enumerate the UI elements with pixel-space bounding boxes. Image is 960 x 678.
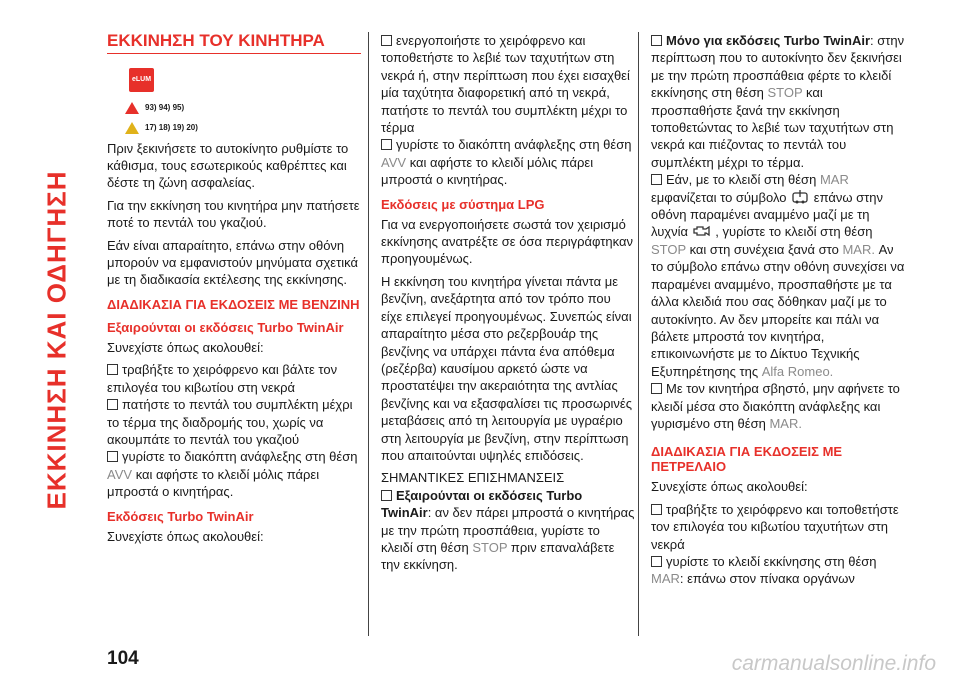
page-number: 104 — [107, 648, 139, 669]
subsection-heading: ΔΙΑΔΙΚΑΣΙΑ ΓΙΑ ΕΚΔΟΣΕΙΣ ΜΕ ΒΕΝΖΙΝΗ — [107, 296, 360, 312]
warning-refs-text: 93) 94) 95) — [145, 102, 185, 112]
side-chapter-title — [30, 30, 84, 650]
section-title: ΕΚΚΙΝΗΣΗ ΤΟΥ ΚΙΝΗΤΗΡΑ — [107, 32, 361, 54]
bullet-item: Μόνο για εκδόσεις Turbo TwinAir: στην περίπτωση που το αυτοκίνητο δεν ξεκινήσει με την πρώτη προσπάθεια φέρτε το κλειδί εκκίνησης στη θέση STOP και προσπαθήστε ξανά την εκκίνηση τοποθετώντας το λεβιέ των ταχυτήτων στη νεκρά και πιέζοντας το πεντάλ του συμπλέκτη μέχρι το τέρμα. — [651, 33, 905, 170]
subheading: Εκδόσεις με σύστημα LPG — [381, 196, 545, 212]
paragraph: Συνεχίστε όπως ακολουθεί: — [107, 528, 264, 544]
bullet-square-icon — [651, 383, 662, 394]
key-position: AVV — [381, 154, 407, 170]
bullet-square-icon — [107, 364, 118, 375]
column-divider — [638, 32, 639, 636]
car-key-warning-icon — [790, 190, 810, 204]
bullet-item: γυρίστε το διακόπτη ανάφλεξης στη θέση AVV και αφήστε το κλειδί μόλις πάρει μπροστά ο κινητήρας. — [107, 449, 358, 500]
key-position: AVV — [107, 466, 133, 482]
watermark: carmanualsonline.info — [731, 652, 936, 675]
caution-triangle-icon — [125, 122, 139, 134]
bullet-square-icon — [381, 490, 392, 501]
paragraph: Η εκκίνηση του κινητήρα γίνεται πάντα με βενζίνη, ανεξάρτητα από τον τρόπο που είχε επιλεγεί προηγουμένως. Συνεπώς είναι απαραίτητο μέσα στο ρεζερβουάρ της βενζίνης να υπάρχει πάντα ένα απόθεμα (ρεζέρβα) καυσίμου αρκετό ώστε να προστατέψει την ακεραιότητα της αντλίας βενζίνης και να εξασφαλίσει τις προσωρινές μεταβάσεις από τη λειτουργία με υγραέριο στη λειτουργία με βενζίνη, στην περίπτωση που απαιτούνται υψηλές επιδόσεις. — [381, 273, 632, 463]
bullet-item: Εξαιρούνται οι εκδόσεις Turbo TwinAir: αν δεν πάρει μπροστά ο κινητήρας με την πρώτη προσπάθεια, γυρίστε το κλειδί στη θέση STOP πριν επαναλάβετε την εκκίνηση. — [381, 487, 635, 573]
bullet-item: Με τον κινητήρα σβηστό, μην αφήνετε το κλειδί μέσα στο διακόπτη ανάφλεξης και γυρισμένο στη θέση MAR. — [651, 381, 900, 431]
bullet-square-icon — [107, 399, 118, 410]
bullet-item: ενεργοποιήστε το χειρόφρενο και τοποθετήστε το λεβιέ των ταχυτήτων στη νεκρά ή, στην περίπτωση που έχει εισαχθεί μία ταχύτητα διαφορετική από τη νεκρά, πατήστε το πεντάλ του συμπλέκτη μέχρι το τέρμα — [381, 33, 630, 136]
warning-triangle-icon — [125, 102, 139, 114]
subheading: Εξαιρούνται οι εκδόσεις Turbo TwinAir — [107, 319, 344, 335]
key-position: MAR — [819, 172, 849, 188]
paragraph: Συνεχίστε όπως ακολουθεί: — [107, 339, 264, 355]
column-divider — [368, 32, 369, 636]
paragraph: Πριν ξεκινήσετε το αυτοκίνητο ρυθμίστε το κάθισμα, τους εσωτερικούς καθρέπτες και δέστε τη ζώνη ασφαλείας. — [107, 140, 349, 191]
key-position: STOP — [767, 85, 803, 101]
note-refs-text: 17) 18) 19) 20) — [145, 123, 198, 133]
warning-refs — [125, 99, 361, 116]
paragraph: Συνεχίστε όπως ακολουθεί: — [651, 479, 808, 495]
column-1 — [107, 32, 361, 550]
bullet-item: πατήστε το πεντάλ του συμπλέκτη μέχρι το τέρμα της διαδρομής του, χωρίς να ακουμπάτε το πεντάλ του γκαζιού — [107, 397, 353, 447]
bullet-square-icon — [651, 556, 662, 567]
subsection-heading: ΔΙΑΔΙΚΑΣΙΑ ΓΙΑ ΕΚΔΟΣΕΙΣ ΜΕ ΠΕΤΡΕΛΑΙΟ — [651, 444, 843, 475]
subheading: Εκδόσεις Turbo TwinAir — [107, 508, 254, 524]
elum-badge-icon: eLUM — [129, 68, 154, 91]
bullet-item: γυρίστε το διακόπτη ανάφλεξης στη θέση AVV και αφήστε το κλειδί μόλις πάρει μπροστά ο κινητήρας. — [381, 137, 632, 188]
note-refs — [125, 119, 361, 136]
engine-warning-lamp-icon — [692, 224, 712, 238]
key-position: MAR. — [769, 415, 802, 431]
bullet-square-icon — [381, 35, 392, 46]
bullet-item: τραβήξτε το χειρόφρενο και βάλτε τον επιλογέα του κιβωτίου στη νεκρά — [107, 362, 338, 395]
bullet-item: Εάν, με το κλειδί στη θέση MAR εμφανίζεται το σύμβολο επάνω στην οθόνη παραμένει αναμμένο μαζί με τη λυχνία , γυρίστε το κλειδί στη θέση STOP και στη συνέχεια ξανά στο MAR. Αν το σύμβολο επάνω στην οθόνη συνεχίσει να παραμένει αναμμένο, προσπαθήστε με τα άλλα κλειδιά που σας δόθηκαν μαζί με το αυτοκίνητο. Αν δεν μπορείτε και πάλι να βάλετε μπροστά τον κινητήρα, επικοινωνήστε με το Δίκτυο Τεχνικής Εξυπηρέτησης της Alfa Romeo. — [651, 172, 905, 379]
key-position: STOP — [472, 539, 508, 555]
notes-title: ΣΗΜΑΝΤΙΚΕΣ ΕΠΙΣΗΜΑΝΣΕΙΣ — [381, 470, 565, 486]
paragraph: Για την εκκίνηση του κινητήρα μην πατήσετε ποτέ το πεντάλ του γκαζιού. — [107, 197, 360, 231]
chapter-title-text: ΕΚΚΙΝΗΣΗ ΚΑΙ ΟΔΗΓΗΣΗ — [41, 170, 72, 510]
bullet-square-icon — [651, 174, 662, 185]
bullet-square-icon — [651, 35, 662, 46]
column-2 — [381, 32, 635, 574]
bullet-square-icon — [381, 139, 392, 150]
key-position: MAR — [651, 571, 680, 587]
brand-name: Alfa Romeo. — [761, 363, 834, 379]
paragraph: Για να ενεργοποιήσετε σωστά τον χειρισμό εκκίνησης ανατρέξτε σε όσα περιγράφτηκαν προηγουμένως. — [381, 216, 634, 267]
key-position: MAR. — [842, 241, 875, 257]
bullet-square-icon — [107, 451, 118, 462]
bullet-square-icon — [651, 504, 662, 515]
key-position: STOP — [651, 241, 686, 257]
bullet-item: τραβήξτε το χειρόφρενο και τοποθετήστε τον επιλογέα του κιβωτίου ταχυτήτων στη νεκρά — [651, 501, 899, 552]
bullet-item: γυρίστε το κλειδί εκκίνησης στη θέση MAR: επάνω στον πίνακα οργάνων — [651, 553, 877, 587]
paragraph: Εάν είναι απαραίτητο, επάνω στην οθόνη μπορούν να εμφανιστούν μηνύματα σχετικά με τη διαδικασία εκτέλεσης της εκκίνησης. — [107, 237, 358, 288]
column-3 — [651, 32, 905, 588]
